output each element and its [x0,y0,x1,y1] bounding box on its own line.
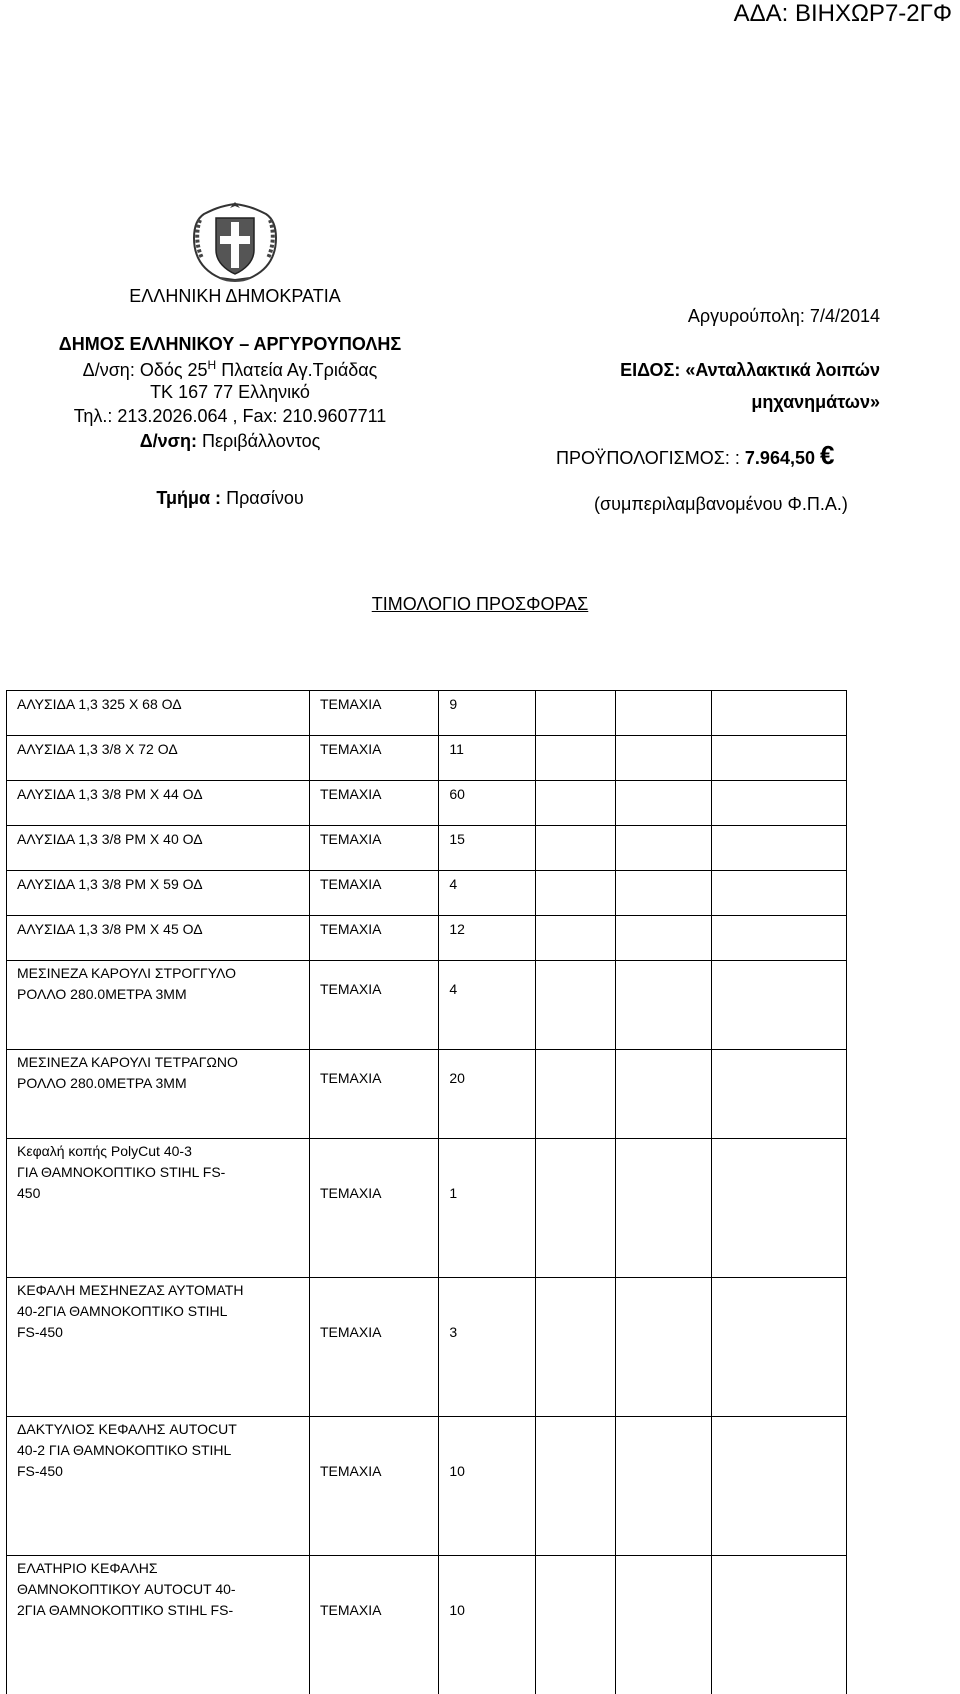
unit-price-cell [536,1278,616,1417]
item-quantity: 1 [439,1139,536,1278]
unit-price-cell [536,1556,616,1694]
notes-cell [712,1417,847,1556]
notes-cell [712,1278,847,1417]
table-row [7,691,847,736]
notes-cell [712,1556,847,1694]
total-price-cell [616,961,712,1050]
item-unit: ΤΕΜΑΧΙΑ [310,1050,439,1139]
unit-price-cell [536,916,616,961]
total-price-cell [616,691,712,736]
item-unit: ΤΕΜΑΧΙΑ [310,961,439,1050]
item-unit: ΤΕΜΑΧΙΑ [310,1556,439,1694]
address-superscript: Η [208,358,217,372]
item-description: ΜΕΣΙΝΕΖΑ ΚΑΡΟΥΛΙ ΣΤΡΟΓΓΥΛΟ ΡΟΛΛΟ 280.0ΜΕΤΡΑ 3ΜΜ [7,961,310,1050]
total-price-cell [616,736,712,781]
table-row [7,961,847,1050]
budget-label: ΠΡΟΫΠΟΛΟΓΙΣΜΟΣ: : [556,448,745,468]
item-description: ΜΕΣΙΝΕΖΑ ΚΑΡΟΥΛΙ ΤΕΤΡΑΓΩΝΟ ΡΟΛΛΟ 280.0ΜΕΤΡΑ 3ΜΜ [7,1050,310,1139]
section-value: Πρασίνου [221,488,304,508]
table-row [7,1417,847,1556]
table-row [7,1050,847,1139]
ada-code: ΑΔΑ: ΒΙΗΧΩΡ7-2ΓΦ [734,0,952,28]
table-row [7,1556,847,1694]
total-price-cell [616,1139,712,1278]
item-unit: ΤΕΜΑΧΙΑ [310,826,439,871]
item-description: ΑΛΥΣΙΔΑ 1,3 325 Χ 68 ΟΔ [7,691,310,736]
total-price-cell [616,916,712,961]
item-quantity: 10 [439,1556,536,1694]
unit-price-cell [536,961,616,1050]
notes-cell [712,826,847,871]
notes-cell [712,691,847,736]
table-row [7,736,847,781]
item-description: ΑΛΥΣΙΔΑ 1,3 3/8 ΡΜ Χ 44 ΟΔ [7,781,310,826]
item-unit: ΤΕΜΑΧΙΑ [310,871,439,916]
item-description: ΕΛΑΤΗΡΙΟ ΚΕΦΑΛΗΣ ΘΑΜΝΟΚΟΠΤΙΚΟΥ AUTOCUT 40- 2ΓΙΑ ΘΑΜΝΟΚΟΠΤΙΚΟ STIHL FS- [7,1556,310,1694]
item-quantity: 4 [439,961,536,1050]
item-unit: ΤΕΜΑΧΙΑ [310,1417,439,1556]
table-row [7,781,847,826]
total-price-cell [616,871,712,916]
item-description: ΔΑΚΤΥΛΙΟΣ ΚΕΦΑΛΗΣ AUTOCUT 40-2 ΓΙΑ ΘΑΜΝΟΚΟΠΤΙΚΟ STIHL FS-450 [7,1417,310,1556]
item-unit: ΤΕΜΑΧΙΑ [310,1139,439,1278]
address-prefix: Δ/νση: Οδός 25 [83,360,208,380]
unit-price-cell [536,736,616,781]
budget-line [556,440,834,471]
item-unit: ΤΕΜΑΧΙΑ [310,916,439,961]
phone-line: Τηλ.: 213.2026.064 , Fax: 210.9607711 [20,406,440,427]
division-value: Περιβάλλοντος [197,431,320,451]
total-price-cell [616,1556,712,1694]
table-row [7,826,847,871]
unit-price-cell [536,1417,616,1556]
municipality-name: ΔΗΜΟΣ ΕΛΛΗΝΙΚΟΥ – ΑΡΓΥΡΟΥΠΟΛΗΣ [20,334,440,355]
item-description: ΑΛΥΣΙΔΑ 1,3 3/8 ΡΜ Χ 59 ΟΔ [7,871,310,916]
items-table [6,690,847,1694]
euro-icon: € [820,440,834,470]
item-quantity: 15 [439,826,536,871]
item-quantity: 20 [439,1050,536,1139]
item-description: ΑΛΥΣΙΔΑ 1,3 3/8 Χ 72 ΟΔ [7,736,310,781]
item-quantity: 10 [439,1417,536,1556]
section-line [20,488,440,509]
notes-cell [712,871,847,916]
table-row [7,1278,847,1417]
notes-cell [712,916,847,961]
division-label: Δ/νση: [140,431,197,451]
table-row [7,871,847,916]
address-suffix: Πλατεία Αγ.Τριάδας [216,360,377,380]
total-price-cell [616,1050,712,1139]
section-label: Τμήμα : [156,488,221,508]
unit-price-cell [536,826,616,871]
unit-price-cell [536,691,616,736]
notes-cell [712,781,847,826]
table-row [7,1139,847,1278]
unit-price-cell [536,871,616,916]
postcode-line: ΤΚ 167 77 Ελληνικό [20,382,440,403]
item-kind-line1: ΕΙΔΟΣ: «Ανταλλακτικά λοιπών [620,360,880,381]
address-line [20,358,440,381]
country-name: ΕΛΛΗΝΙΚΗ ΔΗΜΟΚΡΑΤΙΑ [100,286,370,307]
item-description: ΑΛΥΣΙΔΑ 1,3 3/8 ΡΜ Χ 45 ΟΔ [7,916,310,961]
budget-value: 7.964,50 [745,448,815,468]
item-quantity: 9 [439,691,536,736]
notes-cell [712,1050,847,1139]
notes-cell [712,1139,847,1278]
document-title: ΤΙΜΟΛΟΓΙΟ ΠΡΟΣΦΟΡΑΣ [0,594,960,615]
notes-cell [712,961,847,1050]
item-quantity: 4 [439,871,536,916]
item-quantity: 3 [439,1278,536,1417]
greek-coat-of-arms-icon [190,200,280,282]
total-price-cell [616,826,712,871]
item-kind-line2: μηχανημάτων» [751,392,880,413]
division-line [20,431,440,452]
table-row [7,916,847,961]
item-unit: ΤΕΜΑΧΙΑ [310,781,439,826]
unit-price-cell [536,781,616,826]
item-quantity: 12 [439,916,536,961]
total-price-cell [616,1278,712,1417]
item-quantity: 60 [439,781,536,826]
item-description: Κεφαλή κοπής PolyCut 40-3 ΓΙΑ ΘΑΜΝΟΚΟΠΤΙΚΟ STIHL FS- 450 [7,1139,310,1278]
document-date: Αργυρούπολη: 7/4/2014 [688,306,880,327]
item-unit: ΤΕΜΑΧΙΑ [310,691,439,736]
item-unit: ΤΕΜΑΧΙΑ [310,736,439,781]
unit-price-cell [536,1139,616,1278]
vat-note: (συμπεριλαμβανομένου Φ.Π.Α.) [594,494,848,515]
total-price-cell [616,1417,712,1556]
item-unit: ΤΕΜΑΧΙΑ [310,1278,439,1417]
item-quantity: 11 [439,736,536,781]
notes-cell [712,736,847,781]
total-price-cell [616,781,712,826]
item-description: ΚΕΦΑΛΗ ΜΕΣΗΝΕΖΑΣ ΑΥΤΟΜΑΤΗ 40-2ΓΙΑ ΘΑΜΝΟΚΟΠΤΙΚΟ STIHL FS-450 [7,1278,310,1417]
item-description: ΑΛΥΣΙΔΑ 1,3 3/8 ΡΜ Χ 40 ΟΔ [7,826,310,871]
unit-price-cell [536,1050,616,1139]
